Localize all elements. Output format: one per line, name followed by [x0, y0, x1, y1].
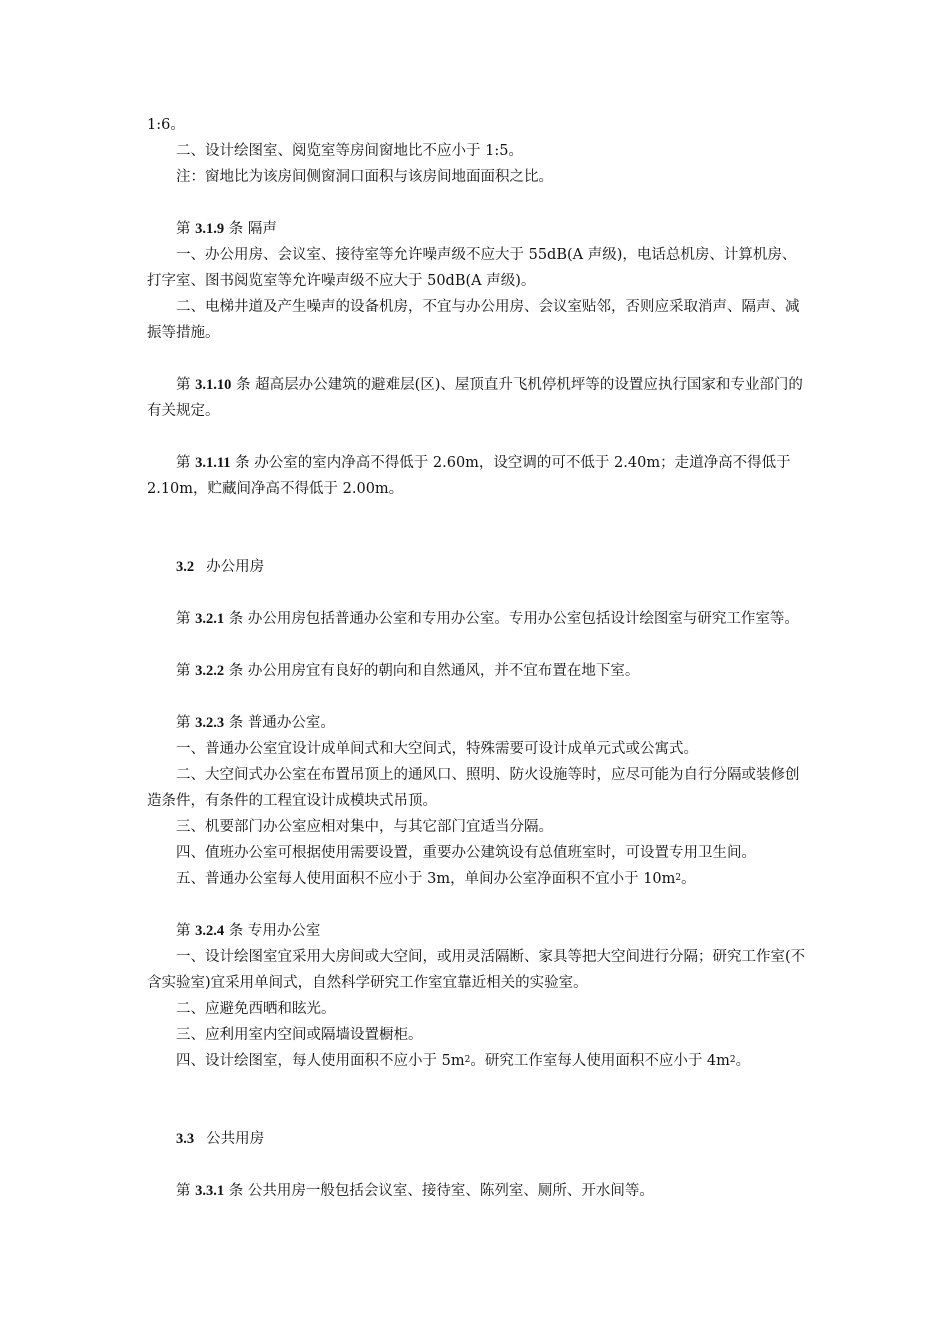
article-3-2-1: 第 3.2.1 条 办公用房包括普通办公室和专用办公室。专用办公室包括设计绘图室与研究工作室等。 — [176, 611, 799, 627]
paragraph-window-ratio: 二、设计绘图室、阅览室等房间窗地比不应小于 1:5。 — [176, 143, 523, 159]
paragraph-note: 注：窗地比为该房间侧窗洞口面积与该房间地面面积之比。 — [176, 169, 553, 185]
article-item: 四、值班办公室可根据使用需要设置，重要办公建筑设有总值班室时，可设置专用卫生间。 — [176, 845, 756, 861]
article-3-1-11: 第 3.1.11 条 办公室的室内净高不得低于 2.60m，设空调的可不低于 2.40m；走道净高不得低于 2.10m，贮藏间净高不得低于 2.00m。 — [147, 455, 791, 497]
section-heading-3-3: 3.3 公共用房 — [176, 1131, 265, 1147]
article-item: 一、设计绘图室宜采用大房间或大空间，或用灵活隔断、家具等把大空间进行分隔；研究工作室(不含实验室)宜采用单间式，自然科学研究工作室宜靠近相关的实验室。 — [147, 949, 806, 991]
document-body — [147, 112, 807, 1204]
section-heading-3-2: 3.2 办公用房 — [176, 559, 265, 575]
article-3-1-10: 第 3.1.10 条 超高层办公建筑的避难层(区)、屋顶直升飞机停机坪等的设置应执行国家和专业部门的有关规定。 — [147, 377, 803, 419]
article-item: 一、普通办公室宜设计成单间式和大空间式，特殊需要可设计成单元式或公寓式。 — [176, 741, 698, 757]
article-number: 3.1.10 — [195, 377, 232, 393]
article-3-3-1: 第 3.3.1 条 公共用房一般包括会议室、接待室、陈列室、厕所、开水间等。 — [176, 1183, 654, 1199]
article-item: 三、应利用室内空间或隔墙设置橱柜。 — [176, 1027, 423, 1043]
article-number: 3.1.11 — [195, 455, 231, 471]
article-number: 3.3.1 — [195, 1183, 225, 1199]
article-number: 3.2.1 — [195, 611, 225, 627]
article-item: 二、大空间式办公室在布置吊顶上的通风口、照明、防火设施等时，应尽可能为自行分隔或装修创造条件，有条件的工程宜设计成模块式吊顶。 — [147, 767, 800, 809]
article-item: 五、普通办公室每人使用面积不应小于 3m，单间办公室净面积不宜小于 $10m^2$。 — [176, 871, 696, 887]
article-item: 三、机要部门办公室应相对集中，与其它部门宜适当分隔。 — [176, 819, 553, 835]
article-number: 3.2.4 — [195, 923, 225, 939]
article-item: 二、电梯井道及产生噪声的设备机房，不宜与办公用房、会议室贴邻，否则应采取消声、隔声、减振等措施。 — [147, 299, 800, 341]
article-item: 一、办公用房、会议室、接待室等允许噪声级不应大于 55dB(A 声级)，电话总机房、计算机房、打字室、图书阅览室等允许噪声级不应大于 50dB(A 声级)。 — [147, 247, 797, 289]
article-number: 3.1.9 — [195, 221, 225, 237]
article-heading-3-2-3: 第 3.2.3 条 普通办公室。 — [176, 715, 335, 731]
article-item: 二、应避免西晒和眩光。 — [176, 1001, 336, 1017]
article-item: 四、设计绘图室，每人使用面积不应小于 $5m^2$。研究工作室每人使用面积不应小于 $4m^2$。 — [176, 1053, 751, 1069]
article-heading-3-2-4: 第 3.2.4 条 专用办公室 — [176, 923, 321, 939]
article-number: 3.2.2 — [195, 663, 225, 679]
paragraph-continuation: 1:6。 — [147, 117, 185, 133]
article-heading-3-1-9: 第 3.1.9 条 隔声 — [176, 221, 277, 237]
article-3-2-2: 第 3.2.2 条 办公用房宜有良好的朝向和自然通风，并不宜布置在地下室。 — [176, 663, 640, 679]
article-number: 3.2.3 — [195, 715, 225, 731]
